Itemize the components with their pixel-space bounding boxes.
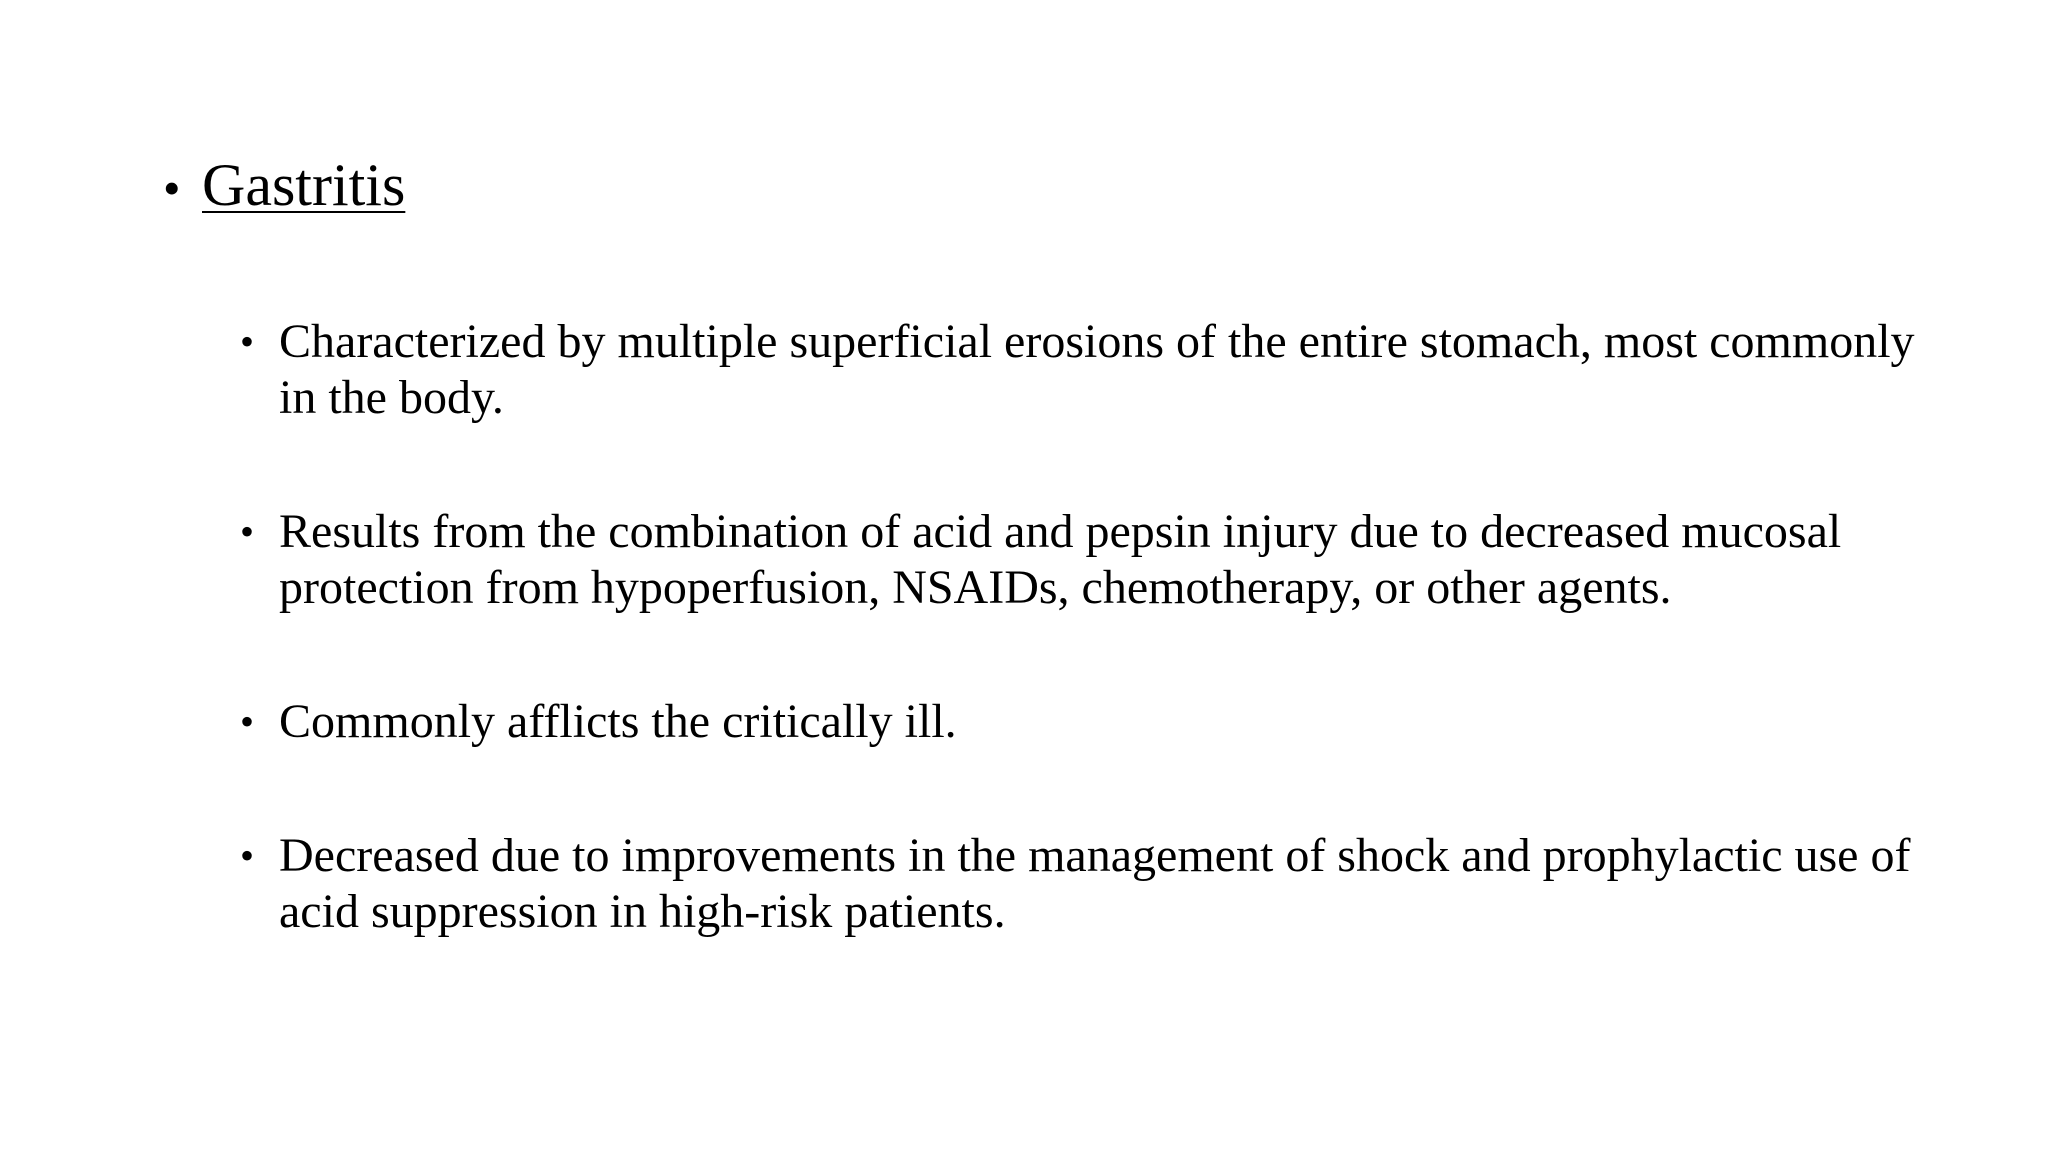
- list-item-text: Characterized by multiple superficial erosions of the entire stomach, most commonly in the body.: [279, 315, 1915, 424]
- bullet-icon: •: [240, 319, 255, 364]
- list-item-text: Decreased due to improvements in the management of shock and prophylactic use of acid suppression in high-risk patients.: [279, 829, 1911, 938]
- bullet-list: [240, 314, 1920, 1018]
- list-item: [240, 694, 1920, 750]
- list-item: [240, 314, 1920, 426]
- bullet-icon: •: [240, 833, 255, 878]
- list-item: [240, 504, 1920, 616]
- bullet-icon: •: [240, 509, 255, 554]
- list-item: [240, 828, 1920, 940]
- list-item-text: Commonly afflicts the critically ill.: [279, 695, 957, 748]
- bullet-icon: •: [240, 699, 255, 744]
- heading-row: [163, 150, 405, 223]
- slide-heading: Gastritis: [202, 152, 406, 218]
- bullet-icon: •: [163, 160, 181, 216]
- list-item-text: Results from the combination of acid and pepsin injury due to decreased mucosal protection from hypoperfusion, NSAIDs, chemotherapy, or other agents.: [279, 505, 1842, 614]
